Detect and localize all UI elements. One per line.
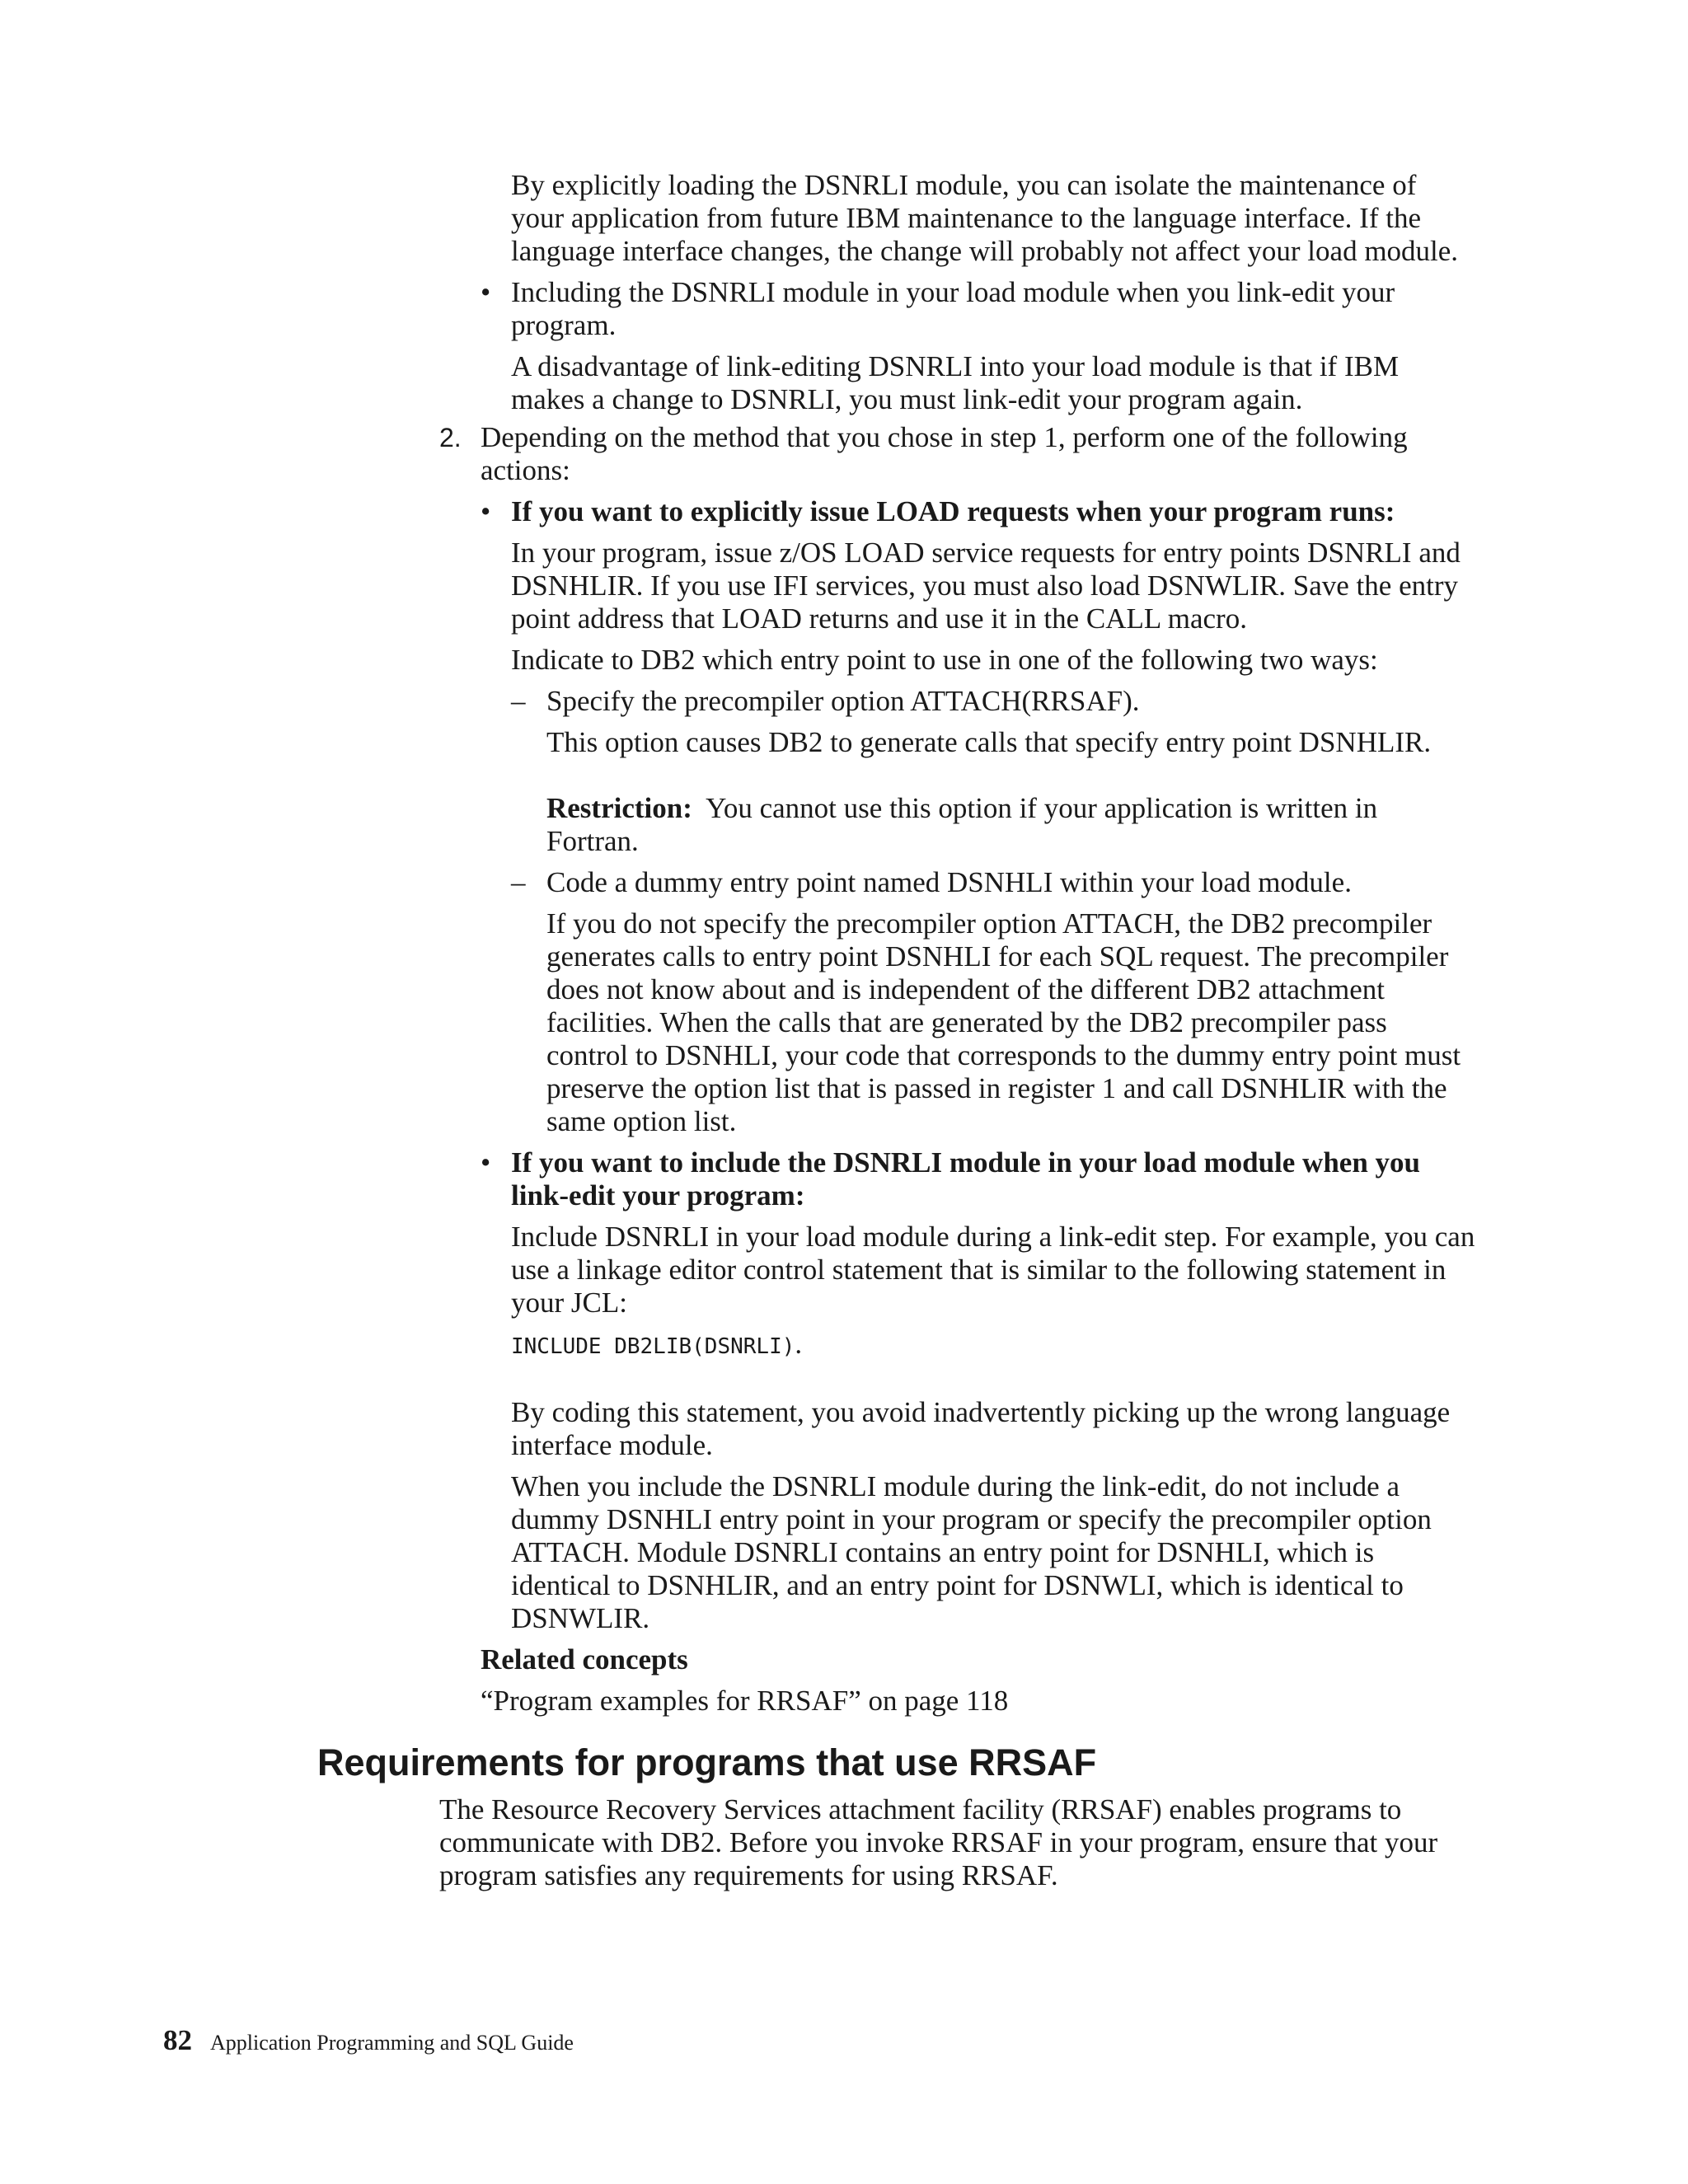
dash-text: Specify the precompiler option ATTACH(RRSAF). — [546, 685, 1140, 717]
bullet-marker: • — [481, 276, 491, 308]
bullet-marker: • — [481, 495, 491, 527]
page-number: 82 — [163, 2024, 192, 2056]
restriction-label: Restriction: — [546, 792, 692, 824]
step-2 — [439, 421, 1475, 487]
book-title: Application Programming and SQL Guide — [210, 2031, 574, 2055]
related-concepts-link[interactable]: “Program examples for RRSAF” on page 118 — [481, 1685, 1009, 1717]
bullet-including-dsnrli — [481, 276, 1475, 342]
dash-marker: – — [511, 685, 526, 717]
restriction-note — [546, 792, 1475, 858]
dash-marker: – — [511, 866, 526, 898]
paragraph-when-include: When you include the DSNRLI module during the link-edit, do not include a dummy DSNHLI entry point in your program or specify the precompiler option ATTACH. Module DSNRLI contains an entry point for DSNHLI, which is identical to DSNHLIR, and an entry point for DSNWLI, which is identical to DSNWLIR. — [511, 1470, 1432, 1634]
bullet-heading: If you want to explicitly issue LOAD requests when your program runs: — [511, 495, 1395, 527]
paragraph-explicit-loading: By explicitly loading the DSNRLI module, you can isolate the maintenance of your application from future IBM maintenance to the language interface. If the language interface changes, the change will probably not affect your load module. — [511, 169, 1459, 267]
code-example — [511, 1328, 1475, 1363]
bullet-include-dsnrli — [481, 1146, 1475, 1212]
paragraph-disadvantage: A disadvantage of link-editing DSNRLI into your load module is that if IBM makes a change to DSNRLI, you must link-edit your program again. — [511, 350, 1400, 415]
step-text: Depending on the method that you chose in step 1, perform one of the following actions: — [481, 421, 1408, 486]
restriction-text: You cannot use this option if your application is written in Fortran. — [546, 792, 1378, 857]
code-period: . — [795, 1328, 803, 1360]
bullet-load-requests — [481, 495, 1475, 528]
page-content — [0, 169, 1688, 1892]
page-footer — [163, 2024, 574, 2057]
bullet-heading: If you want to include the DSNRLI module in your load module when you link-edit your program: — [511, 1146, 1421, 1212]
step-number: 2. — [439, 423, 462, 452]
dash-specify-option — [511, 685, 1475, 718]
paragraph-by-coding: By coding this statement, you avoid inadvertently picking up the wrong language interface module. — [511, 1396, 1451, 1461]
paragraph-if-not-specify: If you do not specify the precompiler option ATTACH, the DB2 precompiler generates calls to entry point DSNHLI for each SQL request. The precompiler does not know about and is independent of the different DB2 attachment facilities. When the calls that are generated by the DB2 precompiler pass control to DSNHLI, your code that corresponds to the dummy entry point must preserve the option list that is passed in register 1 and call DSNHLIR with the same option list. — [546, 907, 1461, 1137]
code-statement: INCLUDE DB2LIB(DSNRLI) — [511, 1334, 795, 1359]
bullet-text: Including the DSNRLI module in your load module when you link-edit your program. — [511, 276, 1395, 341]
dash-code-dummy — [511, 866, 1475, 899]
bullet-marker: • — [481, 1146, 491, 1179]
paragraph-load-requests: In your program, issue z/OS LOAD service requests for entry points DSNRLI and DSNHLIR. If you use IFI services, you must also load DSNWLIR. Save the entry point address that LOAD returns and use it in the CALL macro. — [511, 537, 1461, 635]
dash-text: Code a dummy entry point named DSNHLI within your load module. — [546, 866, 1352, 898]
paragraph-option-causes: This option causes DB2 to generate calls that specify entry point DSNHLIR. — [546, 726, 1432, 758]
section-heading: Requirements for programs that use RRSAF — [317, 1741, 1097, 1783]
paragraph-include-dsnrli: Include DSNRLI in your load module during a link-edit step. For example, you can use a linkage editor control statement that is similar to the following statement in your JCL: — [511, 1221, 1475, 1319]
related-concepts-label: Related concepts — [481, 1643, 688, 1675]
section-body: The Resource Recovery Services attachment facility (RRSAF) enables programs to communicate with DB2. Before you invoke RRSAF in your program, ensure that your program satisfies any requirements for using RRSAF. — [439, 1793, 1438, 1891]
paragraph-indicate: Indicate to DB2 which entry point to use in one of the following two ways: — [511, 644, 1378, 676]
